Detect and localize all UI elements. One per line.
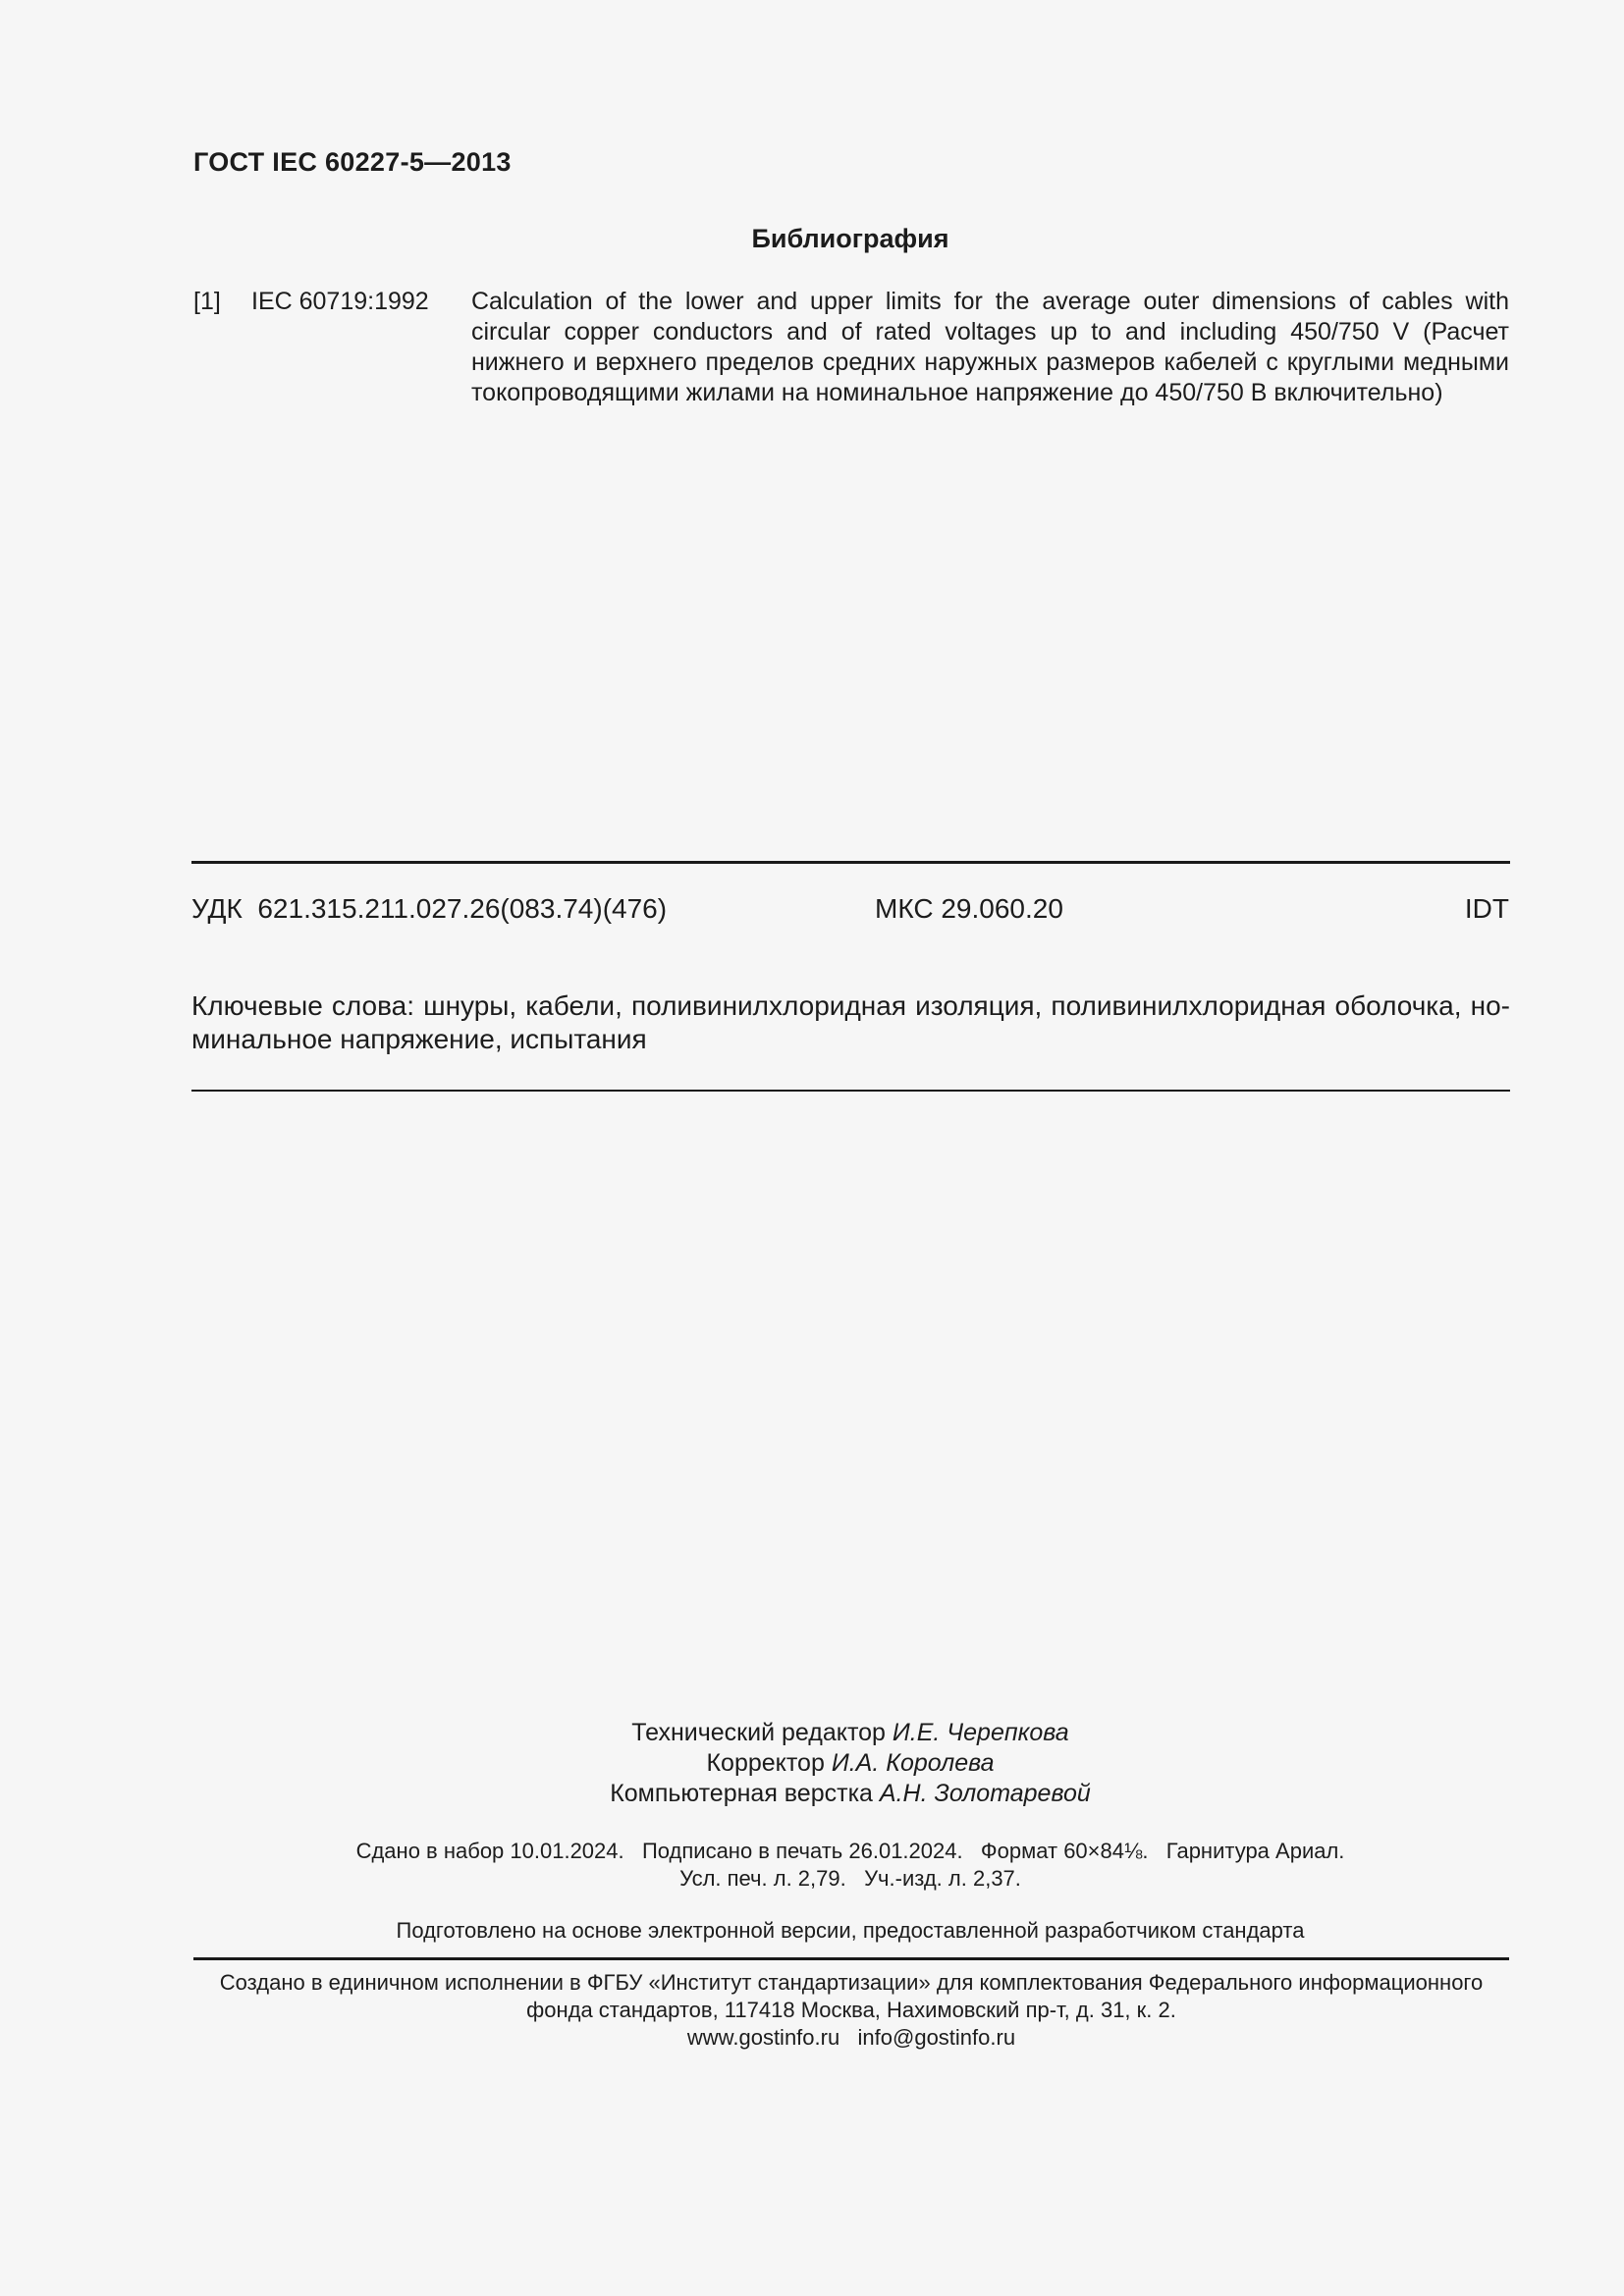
credit-layout	[0, 1779, 1624, 1809]
footer-info	[193, 1969, 1509, 2052]
top-divider	[191, 861, 1510, 864]
keywords: Ключевые слова: шнуры, кабели, поливинилхлоридная изоляция, поливинилхлоридная оболочка, номинальное напряжение, испытания	[191, 990, 1510, 1054]
credit-corrector	[0, 1748, 1624, 1779]
bibliography-entry-reference: IEC 60719:1992	[251, 288, 429, 315]
keywords-divider	[191, 1090, 1510, 1092]
footer-line-2: фонда стандартов, 117418 Москва, Нахимовский пр-т, д. 31, к. 2.	[526, 1998, 1176, 2022]
publication-line-2: Усл. печ. л. 2,79. Уч.-изд. л. 2,37.	[679, 1866, 1021, 1891]
prepared-note: Подготовлено на основе электронной версии, предоставленной разработчиком стандарта	[396, 1918, 1305, 1943]
credit-name: И.А. Королева	[831, 1749, 995, 1777]
credits-block	[0, 1718, 1624, 1809]
credit-role: Корректор	[706, 1749, 825, 1777]
footer-divider	[193, 1957, 1509, 1960]
publication-line-1: Сдано в набор 10.01.2024. Подписано в печать 26.01.2024. Формат 60×84⅛. Гарнитура Ариал.	[355, 1839, 1345, 1863]
bibliography-entry-text: Calculation of the lower and upper limits for the average outer dimensions of cables with circular copper conductors and of rated voltages up to and including 450/750 V (Расчет нижнего и верхнего пределов средних наружных размеров кабелей с круглыми медными токопроводящими жилами на номинальное напряжение до 450/750 В включительно)	[471, 288, 1509, 406]
publication-info	[0, 1838, 1624, 1893]
bibliography-entry-number: [1]	[193, 288, 221, 315]
footer-line-1: Создано в единичном исполнении в ФГБУ «Институт стандартизации» для комплектования Федерального информационного	[219, 1970, 1484, 1995]
udk-code: УДК 621.315.211.027.26(083.74)(476)	[191, 893, 668, 924]
credit-role: Технический редактор	[631, 1719, 886, 1746]
bibliography-title: Библиография	[751, 224, 949, 253]
credit-technical-editor	[0, 1718, 1624, 1748]
footer-links: www.gostinfo.ru info@gostinfo.ru	[686, 2025, 1016, 2050]
credit-name: А.Н. Золотаревой	[879, 1780, 1091, 1807]
credit-role: Компьютерная верстка	[610, 1780, 873, 1807]
idt-label: IDT	[1464, 893, 1509, 924]
credit-name: И.Е. Черепкова	[892, 1719, 1069, 1746]
document-code: ГОСТ IEC 60227-5—2013	[193, 147, 512, 177]
mks-code: МКС 29.060.20	[875, 893, 1063, 924]
